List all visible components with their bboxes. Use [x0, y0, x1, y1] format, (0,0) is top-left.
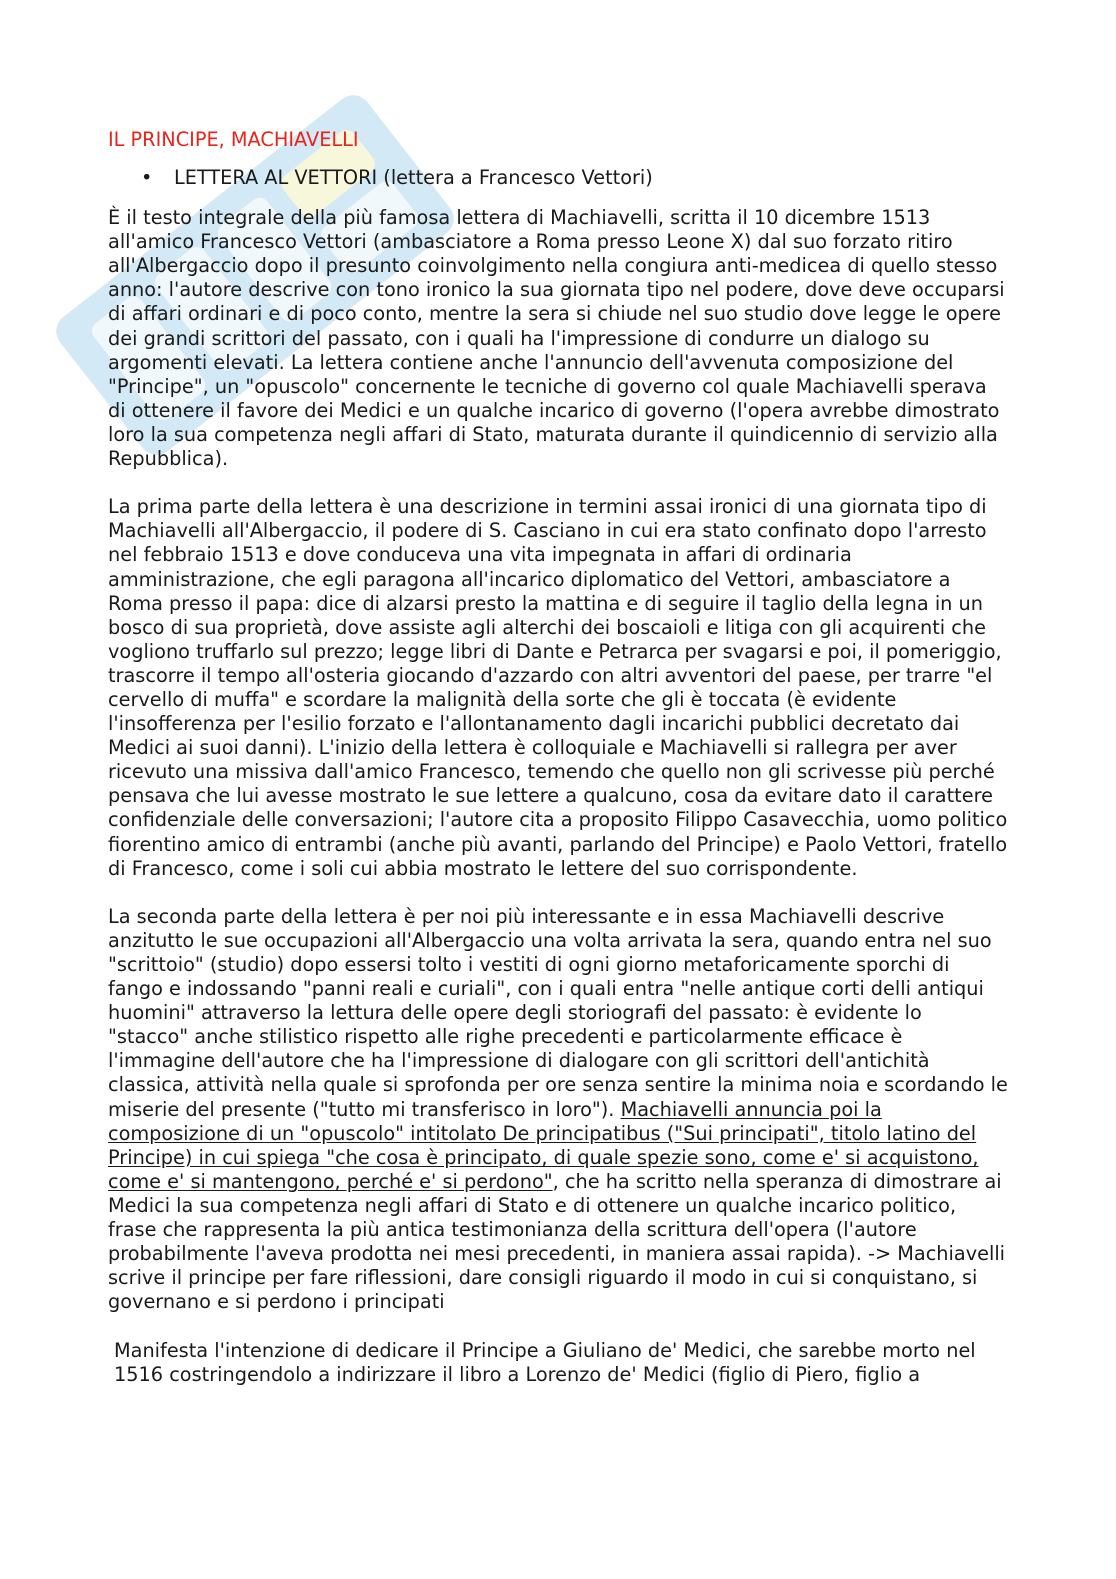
underlined-passage: Machiavelli annuncia poi la composizione di un "opuscolo" intitolato De principatibus ("Sui principati", titolo latino del Principe) in cui spiega "che cosa è principato, di quale spezie sono, come e' si acquistono, come e' si mantengono, perché e' si perdono"	[108, 1097, 979, 1193]
paragraph-3	[108, 905, 1008, 1315]
bullet-icon: •	[141, 166, 153, 189]
paragraph-2: La prima parte della lettera è una descrizione in termini assai ironici di una giornata tipo di Machiavelli all'Albergaccio, il podere di S. Casciano in cui era stato confinato dopo l'arresto nel febbraio 1513 e dove conduceva una vita impegnata in affari di ordinaria amministrazione, che egli paragona all'incarico diplomatico del Vettori, ambasciatore a Roma presso il papa: dice di alzarsi presto la mattina e di seguire il taglio della legna in un bosco di sua proprietà, dove assiste agli alterchi dei boscaioli e litiga con gli acquirenti che vogliono truffarlo sul prezzo; legge libri di Dante e Petrarca per svagarsi e poi, il pomeriggio, trascorre il tempo all'osteria giocando d'azzardo con altri avventori del paese, per trarre "el cervello di muffa" e scordare la malignità della sorte che gli è toccata (è evidente l'insofferenza per l'esilio forzato e l'allontanamento dagli incarichi pubblici decretato dai Medici ai suoi danni). L'inizio della lettera è colloquiale e Machiavelli si rallegra per aver ricevuto una missiva dall'amico Francesco, temendo che quello non gli scrivesse più perché pensava che lui avesse mostrato le sue lettere a qualcuno, cosa da evitare dato il carattere confidenziale delle conversazioni; l'autore cita a proposito Filippo Casavecchia, uomo politico fiorentino amico di entrambi (anche più avanti, parlando del Principe) e Paolo Vettori, fratello di Francesco, come i soli cui abbia mostrato le lettere del suo corrispondente.	[108, 495, 1008, 880]
paragraph-3-start: La seconda parte della lettera è per noi più interessante e in essa Machiavelli descrive anzitutto le sue occupazioni all'Albergaccio una volta arrivata la sera, quando entra nel suo "scrittoio" (studio) dopo essersi tolto i vestiti di ogni giorno metaforicamente sporchi di fango e indossando "panni reali e curiali", con i quali entra "nelle antique corti delli antiqui huomini" attraverso la lettura delle opere degli storiografi del passato: è evidente lo "stacco" anche stilistico rispetto alle righe precedenti e particolarmente efficace è l'immagine dell'autore che ha l'impressione di dialogare con gli scrittori dell'antichità classica, attività nella quale si sprofonda per ore senza sentire la minima noia e scordando le miserie del presente ("tutto mi transferisco in loro").	[108, 904, 1008, 1121]
paragraph-3-end: , che ha scritto nella speranza di dimostrare ai Medici la sua competenza negli affari di Stato e di ottenere un qualche incarico politico, frase che rappresenta la più antica testimonianza della scrittura dell'opera (l'autore probabilmente l'aveva prodotta nei mesi precedenti, in maniera assai rapida). -> Machiavelli scrive il principe per fare riflessioni, dare consigli riguardo il modo in cui si conquistano, si governano e si perdono i principati	[108, 1169, 1006, 1314]
bullet-text: LETTERA AL VETTORI (lettera a Francesco Vettori)	[174, 166, 653, 189]
bullet-item	[108, 166, 1008, 190]
document-body	[108, 128, 1008, 1387]
paragraph-1: È il testo integrale della più famosa lettera di Machiavelli, scritta il 10 dicembre 1513 all'amico Francesco Vettori (ambasciatore a Roma presso Leone X) dal suo forzato ritiro all'Albergaccio dopo il presunto coinvolgimento nella congiura anti-medicea di quello stesso anno: l'autore descrive con tono ironico la sua giornata tipo nel podere, dove deve occuparsi di affari ordinari e di poco conto, mentre la sera si chiude nel suo studio dove legge le opere dei grandi scrittori del passato, con i quali ha l'impressione di condurre un dialogo su argomenti elevati. La lettera contiene anche l'annuncio dell'avvenuta composizione del "Principe", un "opuscolo" concernente le tecniche di governo col quale Machiavelli sperava di ottenere il favore dei Medici e un qualche incarico di governo (l'opera avrebbe dimostrato loro la sua competenza negli affari di Stato, maturata durante il quindicennio di servizio alla Repubblica).	[108, 206, 1005, 471]
document-title: IL PRINCIPE, MACHIAVELLI	[108, 128, 359, 151]
paragraph-4: Manifesta l'intenzione di dedicare il Principe a Giuliano de' Medici, che sarebbe morto nel 1516 costringendolo a indirizzare il libro a Lorenzo de' Medici (figlio di Piero, figlio a	[114, 1338, 976, 1386]
